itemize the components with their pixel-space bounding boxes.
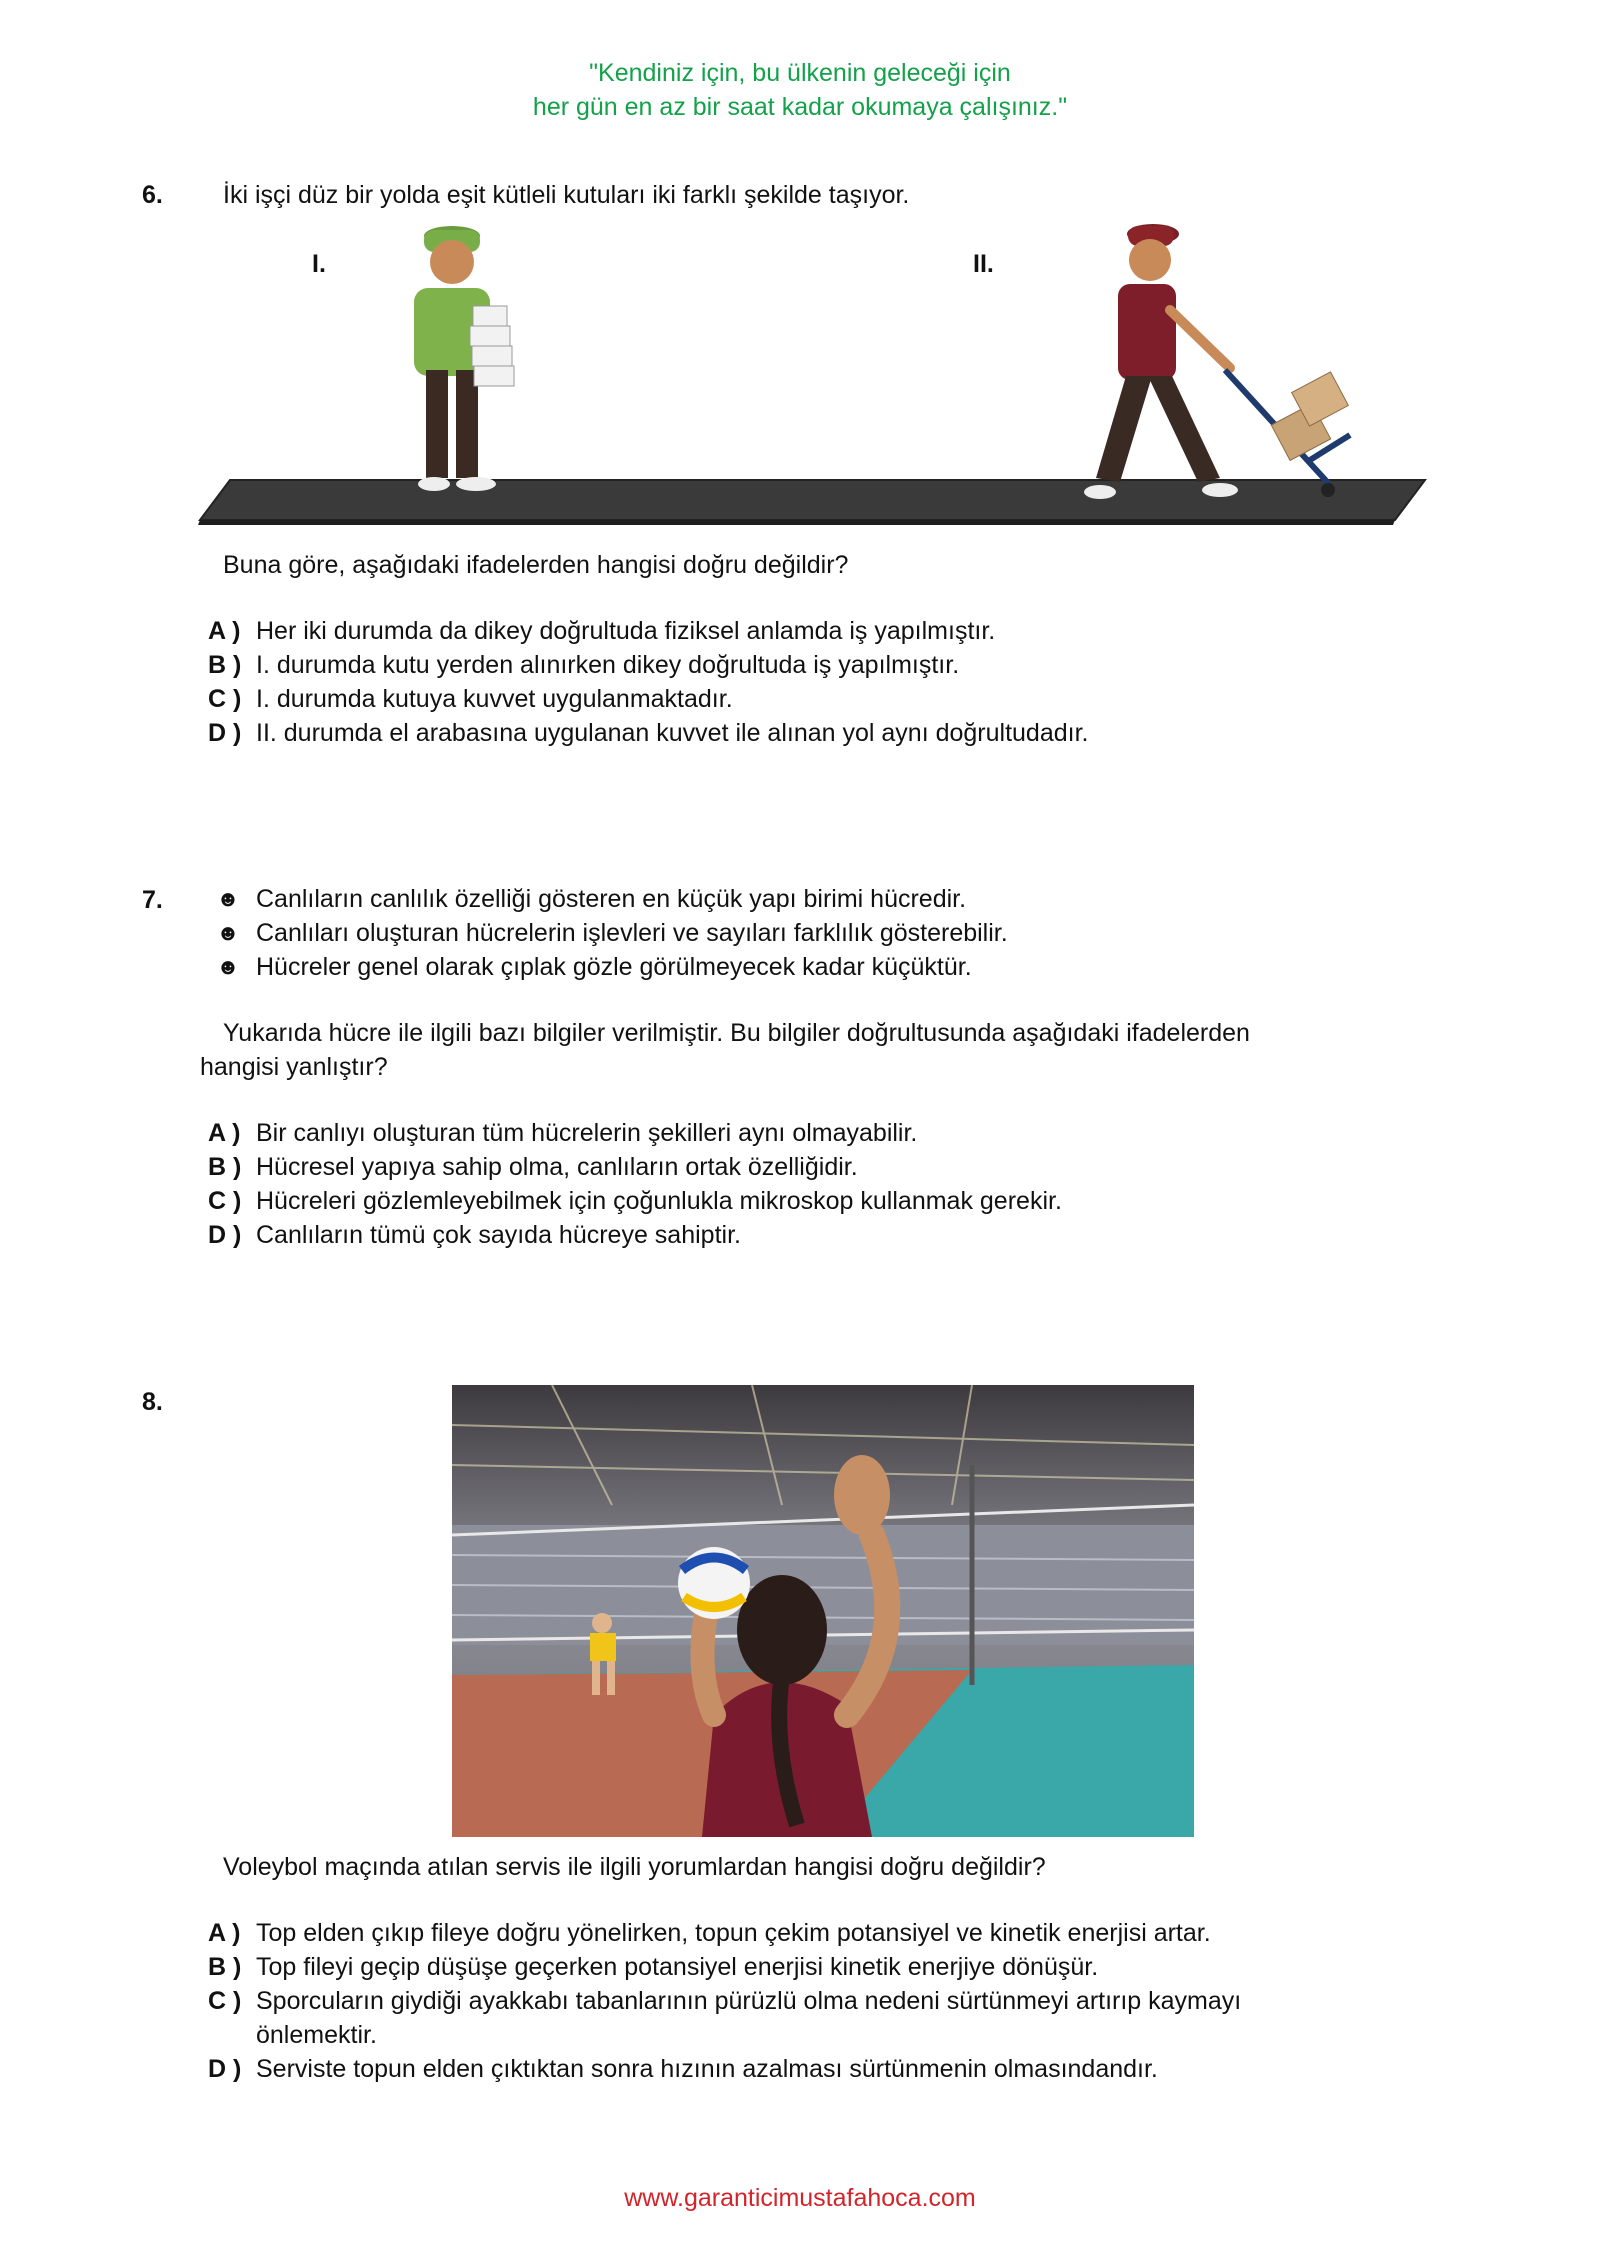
bullet-item: ☻ Canlıları oluşturan hücrelerin işlevleri ve sayıları farklılık gösterebilir.: [200, 916, 1420, 950]
option-d[interactable]: D ) Serviste topun elden çıktıktan sonra hızının azalması sürtünmenin olmasındandır.: [208, 2055, 1158, 2083]
worker-carrying-boxes: [414, 226, 514, 491]
question-8-prompt: Voleybol maçında atılan servis ile ilgili yorumlardan hangisi doğru değildir?: [223, 1853, 1046, 1881]
option-d[interactable]: D ) II. durumda el arabasına uygulanan kuvvet ile alınan yol aynı doğrultudadır.: [208, 719, 1089, 747]
question-8-number: 8.: [142, 1388, 163, 1416]
smiley-bullet-icon: ☻: [216, 886, 240, 911]
road: [198, 480, 1425, 525]
bullet-item: ☻ Hücreler genel olarak çıplak gözle görülmeyecek kadar küçüktür.: [200, 950, 1420, 984]
question-7-options: [200, 1116, 1420, 1252]
option-c[interactable]: C ) Sporcuların giydiği ayakkabı tabanlarının pürüzlü olma nedeni sürtünmeyi artırıp kaymayı: [208, 1987, 1242, 2015]
option-d[interactable]: D ) Canlıların tümü çok sayıda hücreye sahiptir.: [208, 1221, 741, 1249]
question-6-number: 6.: [142, 181, 163, 209]
question-6-prompt: Buna göre, aşağıdaki ifadelerden hangisi doğru değildir?: [223, 551, 849, 579]
label-situation-1: I.: [312, 250, 326, 278]
workers-illustration: [190, 220, 1430, 530]
quote-line-1: "Kendiniz için, bu ülkenin geleceği için: [589, 59, 1011, 87]
question-7-bullets: [200, 882, 1420, 984]
bullet-item: ☻ Canlıların canlılık özelliği gösteren en küçük yapı birimi hücredir.: [200, 882, 1420, 916]
option-a[interactable]: A ) Her iki durumda da dikey doğrultuda fiziksel anlamda iş yapılmıştır.: [208, 617, 996, 645]
option-a[interactable]: A ) Bir canlıyı oluşturan tüm hücrelerin şekilleri aynı olmayabilir.: [208, 1119, 918, 1147]
footer-website-link[interactable]: www.garanticimustafahoca.com: [624, 2184, 976, 2212]
option-c[interactable]: C ) I. durumda kutuya kuvvet uygulanmaktadır.: [208, 685, 733, 713]
question-7-prompt-line-1: Yukarıda hücre ile ilgili bazı bilgiler verilmiştir. Bu bilgiler doğrultusunda aşağıdaki ifadelerden: [223, 1019, 1250, 1047]
smiley-bullet-icon: ☻: [216, 920, 240, 945]
smiley-bullet-icon: ☻: [216, 954, 240, 979]
option-c-continued: önlemektir.: [256, 2021, 377, 2049]
option-b[interactable]: B ) Top fileyi geçip düşüşe geçerken potansiyel enerjisi kinetik enerjiye dönüşür.: [208, 1953, 1099, 1981]
option-b[interactable]: B ) I. durumda kutu yerden alınırken dikey doğrultuda iş yapılmıştır.: [208, 651, 960, 679]
question-7-prompt-line-2: hangisi yanlıştır?: [200, 1053, 388, 1081]
question-8-options: [200, 1916, 1420, 2086]
quote-line-2: her gün en az bir saat kadar okumaya çalışınız.": [532, 93, 1068, 121]
question-6-intro: İki işçi düz bir yolda eşit kütleli kutuları iki farklı şekilde taşıyor.: [223, 181, 910, 209]
motivational-quote: [0, 56, 1600, 124]
volleyball-photo: [452, 1385, 1194, 1837]
option-c[interactable]: C ) Hücreleri gözlemleyebilmek için çoğunlukla mikroskop kullanmak gerekir.: [208, 1187, 1062, 1215]
worker-pushing-hand-truck: [1084, 224, 1350, 499]
question-7-number: 7.: [142, 886, 163, 914]
question-6-options: [200, 614, 1420, 750]
option-a[interactable]: A ) Top elden çıkıp fileye doğru yönelirken, topun çekim potansiyel ve kinetik enerjisi artar.: [208, 1919, 1211, 1947]
option-b[interactable]: B ) Hücresel yapıya sahip olma, canlıların ortak özelliğidir.: [208, 1153, 858, 1181]
label-situation-2: II.: [973, 250, 994, 278]
